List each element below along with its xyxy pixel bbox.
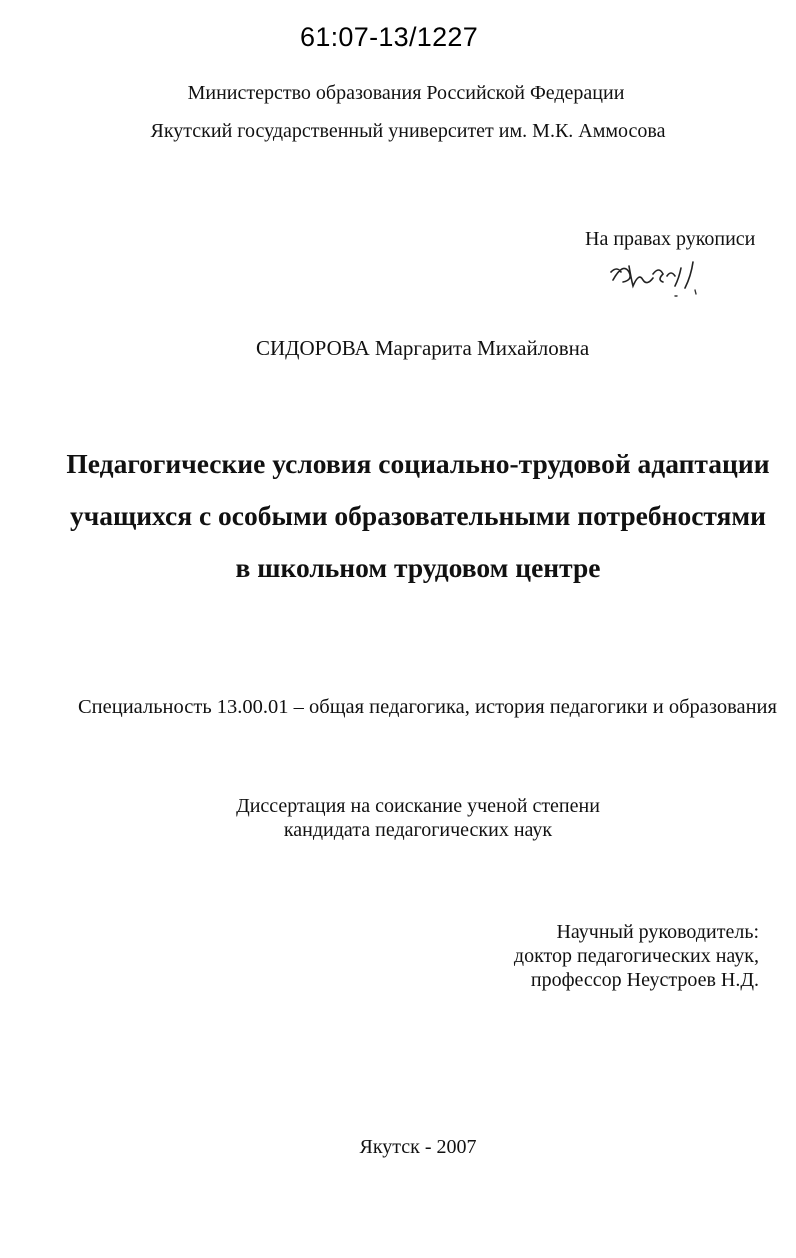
author-name: СИДОРОВА Маргарита Михайловна — [256, 336, 590, 360]
title-line-3: в школьном трудовом центре — [235, 552, 601, 583]
dissertation-line-1: Диссертация на соискание ученой степени — [236, 795, 600, 817]
supervisor-label: Научный руководитель: — [556, 921, 759, 943]
ministry-name: Министерство образования Российской Федерации — [187, 82, 625, 104]
supervisor-degree: доктор педагогических наук, — [513, 945, 759, 967]
title-line-2: учащихся с особыми образовательными потребностями — [69, 500, 766, 531]
dissertation-line-2: кандидата педагогических наук — [283, 819, 553, 841]
city-year: Якутск - 2007 — [359, 1136, 477, 1158]
rights-note: На правах рукописи — [585, 228, 756, 250]
supervisor-name: профессор Неустроев Н.Д. — [530, 969, 759, 991]
title-line-1: Педагогические условия социально-трудовой адаптации — [66, 448, 770, 479]
university-name: Якутский государственный университет им. М.К. Аммосова — [150, 120, 666, 142]
handwritten-signature — [605, 250, 715, 302]
specialty-line: Специальность 13.00.01 – общая педагогика, история педагогики и образования — [78, 696, 777, 718]
dissertation-title — [0, 438, 796, 594]
supervisor-block — [514, 920, 759, 992]
catalog-code: 61:07-13/1227 — [300, 22, 479, 52]
dissertation-type — [0, 794, 796, 842]
